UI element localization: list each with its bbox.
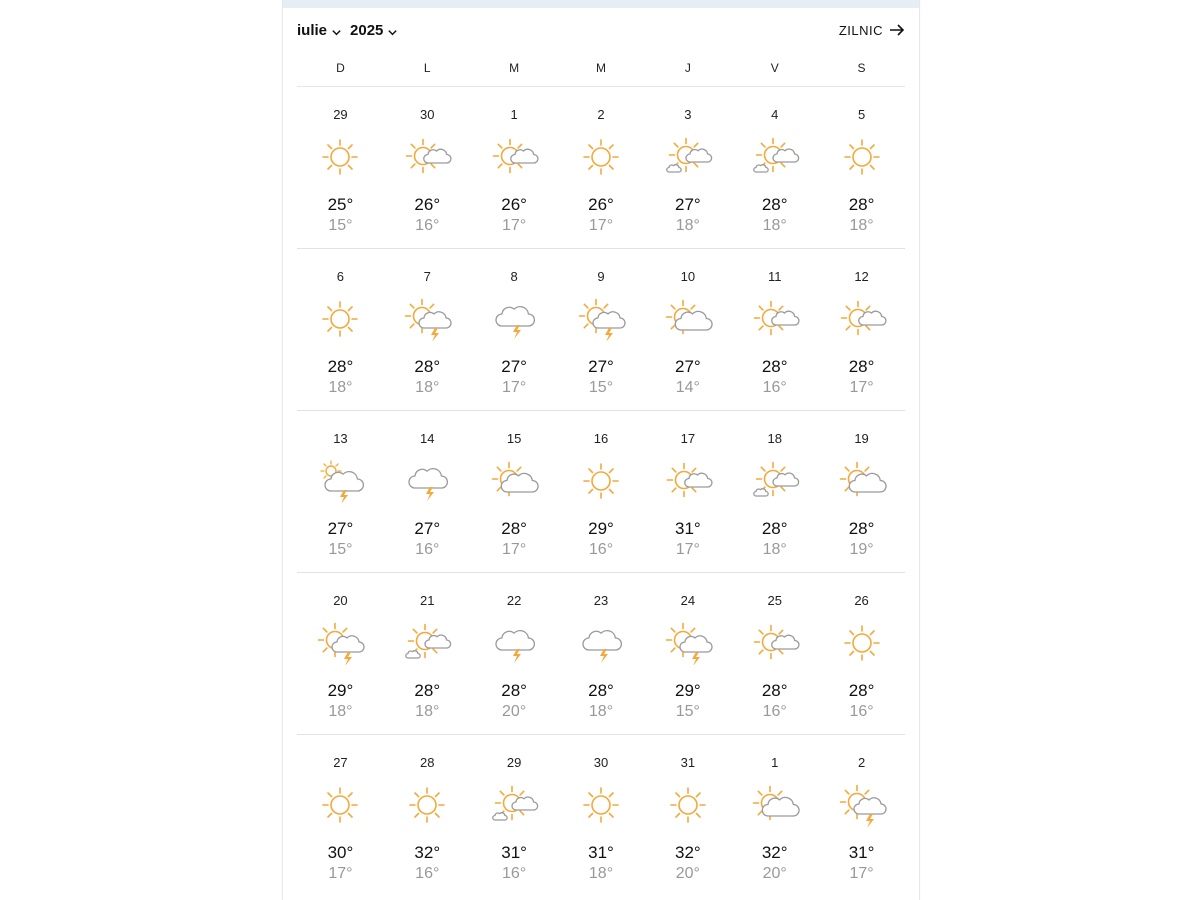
max-temperature: 32° [674, 843, 701, 862]
day-number: 1 [510, 107, 518, 122]
sun-icon [837, 621, 887, 665]
day-number: 9 [597, 269, 605, 284]
min-temperature: 15° [588, 379, 614, 396]
min-temperature: 16° [762, 703, 787, 720]
min-temperature: 18° [415, 379, 440, 396]
max-temperature: 28° [588, 681, 614, 700]
day-number: 10 [680, 269, 696, 284]
calendar-day-cell[interactable] [558, 249, 645, 410]
sun-big-cloud-icon [750, 783, 800, 827]
min-temperature: 19° [849, 541, 874, 558]
sun-icon [315, 135, 365, 179]
day-number: 25 [767, 593, 782, 608]
sun-cloud-icon [663, 459, 713, 503]
day-number: 12 [854, 269, 869, 284]
max-temperature: 28° [848, 195, 875, 214]
calendar-week-row [297, 573, 905, 735]
min-temperature: 16° [502, 865, 527, 882]
min-temperature: 17° [849, 865, 874, 882]
max-temperature: 26° [501, 195, 527, 214]
max-temperature: 28° [501, 681, 527, 700]
day-number: 27 [333, 755, 348, 770]
min-temperature: 17° [328, 865, 353, 882]
day-number: 21 [420, 593, 435, 608]
max-temperature: 28° [761, 681, 788, 700]
max-temperature: 31° [501, 843, 527, 862]
sun-cloud-storm-icon [837, 783, 887, 827]
calendar-day-cell[interactable] [297, 87, 384, 248]
calendar-day-cell[interactable] [471, 573, 558, 734]
calendar-day-cell[interactable] [384, 573, 471, 734]
calendar-week-row [297, 735, 905, 897]
sun-icon [576, 783, 626, 827]
max-temperature: 28° [761, 519, 788, 538]
weekday-label: V [770, 61, 779, 75]
calendar-panel [282, 0, 920, 900]
daily-view-link[interactable] [839, 23, 905, 38]
max-temperature: 25° [327, 195, 354, 214]
month-label: iulie [297, 21, 328, 39]
min-temperature: 18° [762, 541, 787, 558]
max-temperature: 28° [848, 357, 875, 376]
sun-clouds-icon [402, 621, 452, 665]
calendar-day-cell[interactable] [644, 249, 731, 410]
sun-icon [663, 783, 713, 827]
sun-icon [315, 297, 365, 341]
day-number: 20 [333, 593, 348, 608]
max-temperature: 28° [501, 519, 527, 538]
min-temperature: 18° [849, 217, 874, 234]
min-temperature: 18° [762, 217, 787, 234]
min-temperature: 20° [675, 865, 700, 882]
min-temperature: 16° [415, 541, 440, 558]
min-temperature: 15° [328, 217, 353, 234]
max-temperature: 32° [761, 843, 788, 862]
calendar-day-cell[interactable] [731, 411, 818, 572]
min-temperature: 18° [328, 703, 353, 720]
month-select[interactable] [297, 22, 342, 39]
calendar-day-cell[interactable] [644, 411, 731, 572]
min-temperature: 15° [328, 541, 353, 558]
max-temperature: 28° [414, 357, 441, 376]
small-sun-cloud-storm-icon [315, 459, 365, 503]
chevron-down-icon [387, 25, 398, 36]
max-temperature: 27° [501, 357, 527, 376]
calendar-grid [297, 87, 905, 897]
sun-clouds-icon [663, 135, 713, 179]
calendar-day-cell[interactable] [558, 573, 645, 734]
daily-view-label: ZILNIC [838, 22, 883, 38]
day-number: 22 [506, 593, 522, 608]
min-temperature: 15° [675, 703, 700, 720]
min-temperature: 18° [588, 865, 614, 882]
calendar-header [297, 18, 905, 42]
max-temperature: 27° [327, 519, 354, 538]
sun-icon [402, 783, 452, 827]
min-temperature: 17° [588, 217, 614, 234]
calendar-day-cell[interactable] [644, 735, 731, 897]
day-number: 6 [336, 269, 345, 284]
max-temperature: 31° [674, 519, 701, 538]
sun-clouds-icon [489, 783, 539, 827]
day-number: 31 [680, 755, 696, 770]
calendar-day-cell[interactable] [471, 735, 558, 897]
min-temperature: 18° [588, 703, 614, 720]
sun-big-cloud-icon [837, 459, 887, 503]
min-temperature: 20° [502, 703, 527, 720]
max-temperature: 27° [674, 357, 701, 376]
calendar-day-cell[interactable] [558, 735, 645, 897]
top-bar [283, 0, 919, 8]
max-temperature: 27° [414, 519, 441, 538]
day-number: 13 [333, 431, 348, 446]
weekday-label: M [509, 61, 520, 75]
sun-cloud-storm-icon [315, 621, 365, 665]
weekday-label: D [336, 61, 345, 75]
sun-clouds-icon [750, 135, 800, 179]
max-temperature: 26° [414, 195, 441, 214]
calendar-day-cell[interactable] [818, 249, 905, 410]
max-temperature: 32° [414, 843, 441, 862]
day-number: 8 [510, 269, 518, 284]
chevron-down-icon [331, 25, 342, 36]
sun-cloud-icon [837, 297, 887, 341]
max-temperature: 28° [414, 681, 441, 700]
day-number: 3 [684, 107, 692, 122]
sun-icon [315, 783, 365, 827]
min-temperature: 16° [762, 379, 787, 396]
sun-cloud-storm-icon [576, 297, 626, 341]
day-number: 19 [854, 431, 869, 446]
cloud-storm-icon [576, 621, 626, 665]
day-number: 23 [593, 593, 609, 608]
day-number: 17 [680, 431, 696, 446]
calendar-day-cell[interactable] [297, 735, 384, 897]
day-number: 2 [597, 107, 605, 122]
min-temperature: 17° [849, 379, 874, 396]
min-temperature: 18° [415, 703, 440, 720]
arrow-right-icon [889, 24, 905, 36]
weekday-label: M [595, 61, 606, 75]
min-temperature: 20° [762, 865, 787, 882]
day-number: 29 [506, 755, 522, 770]
year-label: 2025 [350, 21, 384, 39]
day-number: 15 [506, 431, 522, 446]
day-number: 30 [593, 755, 609, 770]
day-number: 7 [423, 269, 431, 284]
min-temperature: 17° [675, 541, 700, 558]
year-select[interactable] [350, 22, 398, 39]
min-temperature: 16° [415, 217, 440, 234]
sun-big-cloud-icon [663, 297, 713, 341]
max-temperature: 30° [327, 843, 354, 862]
day-number: 16 [593, 431, 609, 446]
sun-cloud-icon [750, 621, 800, 665]
calendar-day-cell[interactable] [818, 573, 905, 734]
calendar-day-cell[interactable] [558, 87, 645, 248]
day-number: 14 [420, 431, 435, 446]
min-temperature: 16° [588, 541, 614, 558]
sun-clouds-icon [750, 459, 800, 503]
sun-big-cloud-icon [489, 459, 539, 503]
calendar-week-row [297, 411, 905, 573]
calendar-day-cell[interactable] [818, 87, 905, 248]
day-number: 2 [857, 755, 866, 770]
day-number: 5 [857, 107, 866, 122]
calendar-day-cell[interactable] [644, 573, 731, 734]
period-selectors [297, 22, 398, 39]
min-temperature: 18° [675, 217, 700, 234]
sun-cloud-icon [402, 135, 452, 179]
weekday-header [297, 54, 905, 87]
max-temperature: 29° [327, 681, 354, 700]
calendar-day-cell[interactable] [384, 87, 471, 248]
min-temperature: 16° [849, 703, 874, 720]
max-temperature: 28° [848, 519, 875, 538]
calendar-day-cell[interactable] [731, 573, 818, 734]
sun-cloud-icon [750, 297, 800, 341]
calendar-day-cell[interactable] [471, 411, 558, 572]
weekday-label: S [857, 61, 866, 75]
cloud-storm-icon [489, 297, 539, 341]
max-temperature: 26° [588, 195, 614, 214]
day-number: 4 [771, 107, 779, 122]
calendar-day-cell[interactable] [384, 411, 471, 572]
max-temperature: 28° [761, 357, 788, 376]
calendar-week-row [297, 87, 905, 249]
calendar-week-row [297, 249, 905, 411]
min-temperature: 18° [328, 379, 353, 396]
sun-cloud-storm-icon [663, 621, 713, 665]
weekday-label: J [684, 61, 691, 75]
calendar-day-cell[interactable] [471, 87, 558, 248]
sun-cloud-icon [489, 135, 539, 179]
day-number: 29 [333, 107, 348, 122]
max-temperature: 28° [761, 195, 788, 214]
calendar-day-cell[interactable] [818, 411, 905, 572]
calendar-day-cell[interactable] [471, 249, 558, 410]
sun-cloud-storm-icon [402, 297, 452, 341]
sun-icon [837, 135, 887, 179]
calendar-day-cell[interactable] [731, 735, 818, 897]
day-number: 11 [767, 269, 782, 284]
min-temperature: 17° [502, 217, 527, 234]
calendar-day-cell[interactable] [384, 249, 471, 410]
day-number: 1 [771, 755, 779, 770]
calendar-day-cell[interactable] [818, 735, 905, 897]
day-number: 18 [767, 431, 782, 446]
calendar-day-cell[interactable] [558, 411, 645, 572]
day-number: 24 [680, 593, 696, 608]
max-temperature: 28° [327, 357, 354, 376]
weekday-label: L [423, 61, 431, 75]
day-number: 28 [420, 755, 435, 770]
max-temperature: 29° [674, 681, 701, 700]
calendar-day-cell[interactable] [297, 411, 384, 572]
cloud-storm-icon [489, 621, 539, 665]
calendar-day-cell[interactable] [731, 87, 818, 248]
sun-icon [576, 135, 626, 179]
max-temperature: 27° [588, 357, 614, 376]
day-number: 30 [420, 107, 435, 122]
min-temperature: 16° [415, 865, 440, 882]
max-temperature: 27° [674, 195, 701, 214]
max-temperature: 31° [848, 843, 875, 862]
max-temperature: 31° [588, 843, 614, 862]
max-temperature: 29° [588, 519, 614, 538]
calendar-day-cell[interactable] [644, 87, 731, 248]
calendar-day-cell[interactable] [297, 249, 384, 410]
calendar-day-cell[interactable] [297, 573, 384, 734]
cloud-storm-icon [402, 459, 452, 503]
min-temperature: 17° [502, 541, 527, 558]
calendar-day-cell[interactable] [731, 249, 818, 410]
min-temperature: 17° [502, 379, 527, 396]
day-number: 26 [854, 593, 869, 608]
calendar-day-cell[interactable] [384, 735, 471, 897]
max-temperature: 28° [848, 681, 875, 700]
min-temperature: 14° [675, 379, 700, 396]
sun-icon [576, 459, 626, 503]
